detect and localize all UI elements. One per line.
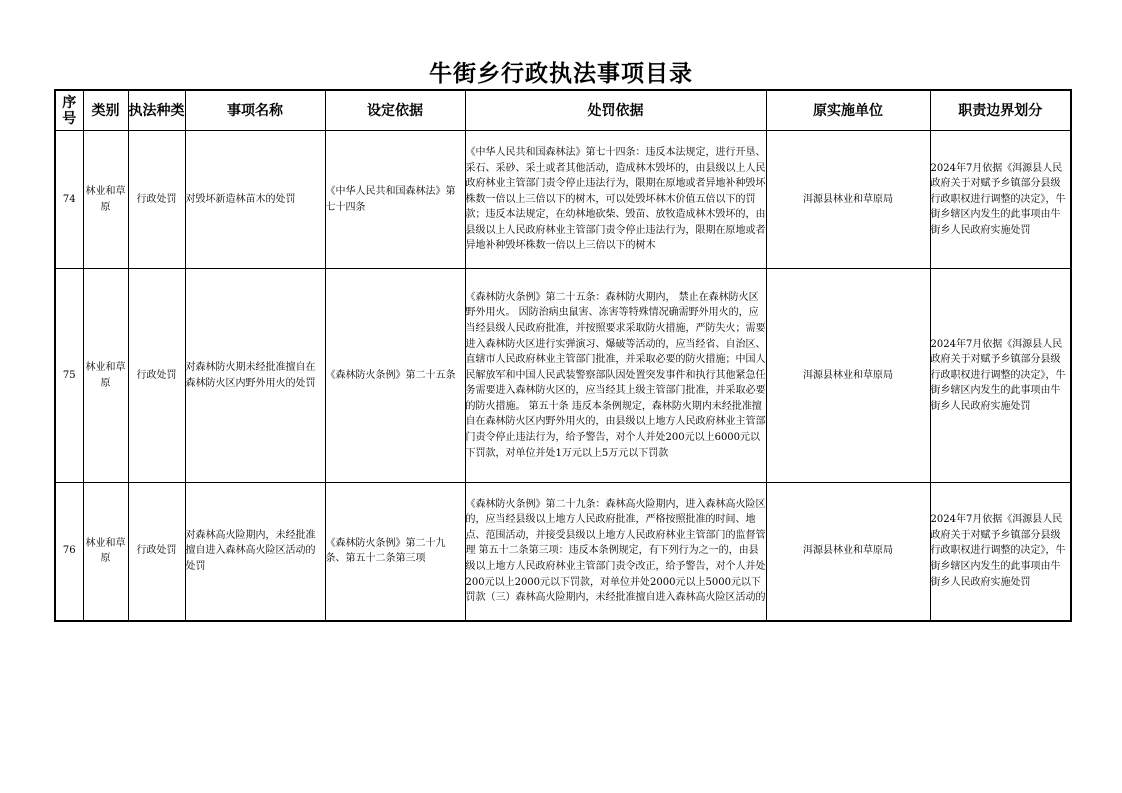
cell-basis: 《森林防火条例》第二十五条 [325,269,465,483]
column-header-basis: 设定依据 [325,90,465,131]
cell-basis: 《森林防火条例》第二十九条、第五十二条第三项 [325,483,465,621]
cell-type: 行政处罚 [128,131,185,269]
cell-penalty: 《森林防火条例》第二十五条：森林防火期内， 禁止在森林防火区野外用火。 因防治病虫鼠害、冻害等特殊情况确需野外用火的，应当经县级人民政府批准，并按照要求采取防火措施，严防失火；需要进入森林防火区进行实弹演习、爆破等活动的，应当经省、自治区、直辖市人民政府林业主管部门批准，并采取必要的防火措施；中国人民解放军和中国人民武装警察部队因处置突发事件和执行其他紧急任务需要进入森林防火区的，应当经其上级主管部门批准，并采取必要的防火措施。 第五十条 违反本条例规定，森林防火期内未经批准擅自在森林防火区内野外用火的，由县级以上地方人民政府林业主管部门责令停止违法行为，给予警告，对个人并处200元以上6000元以下罚款，对单位并处1万元以上5万元以下罚款 [465,269,766,483]
cell-unit: 洱源县林业和草原局 [766,131,930,269]
cell-category: 林业和草原 [83,483,128,621]
cell-name: 对森林防火期未经批准擅自在森林防火区内野外用火的处罚 [185,269,325,483]
cell-type: 行政处罚 [128,269,185,483]
table-row [55,269,1071,483]
column-header-name: 事项名称 [185,90,325,131]
cell-unit: 洱源县林业和草原局 [766,483,930,621]
cell-category: 林业和草原 [83,131,128,269]
column-header-type: 执法种类 [128,90,185,131]
cell-type: 行政处罚 [128,483,185,621]
cell-name: 对毁坏新造林苗木的处罚 [185,131,325,269]
cell-basis: 《中华人民共和国森林法》第七十四条 [325,131,465,269]
cell-boundary: 2024年7月依据《洱源县人民政府关于对赋予乡镇部分县级行政职权进行调整的决定》，牛街乡辖区内发生的此事项由牛街乡人民政府实施处罚 [930,269,1071,483]
table-header-row [55,90,1071,131]
enforcement-catalog-table [54,89,1072,622]
column-header-penalty: 处罚依据 [465,90,766,131]
cell-boundary: 2024年7月依据《洱源县人民政府关于对赋予乡镇部分县级行政职权进行调整的决定》，牛街乡辖区内发生的此事项由牛街乡人民政府实施处罚 [930,131,1071,269]
cell-name: 对森林高火险期内，未经批准擅自进入森林高火险区活动的处罚 [185,483,325,621]
cell-seq: 75 [55,269,83,483]
cell-penalty: 《中华人民共和国森林法》第七十四条：违反本法规定，进行开垦、采石、采砂、采土或者其他活动，造成林木毁坏的，由县级以上人民政府林业主管部门责令停止违法行为，限期在原地或者异地补种毁坏株数一倍以上三倍以下的树木，可以处毁坏林木价值五倍以下的罚款；违反本法规定，在幼林地砍柴、毁苗、放牧造成林木毁坏的，由县级以上人民政府林业主管部门责令停止违法行为，限期在原地或者异地补种毁坏株数一倍以上三倍以下的树木 [465,131,766,269]
cell-category: 林业和草原 [83,269,128,483]
table-row [55,483,1071,621]
column-header-category: 类别 [83,90,128,131]
cell-seq: 76 [55,483,83,621]
cell-boundary: 2024年7月依据《洱源县人民政府关于对赋予乡镇部分县级行政职权进行调整的决定》，牛街乡辖区内发生的此事项由牛街乡人民政府实施处罚 [930,483,1071,621]
cell-seq: 74 [55,131,83,269]
column-header-boundary: 职责边界划分 [930,90,1071,131]
page-title: 牛街乡行政执法事项目录 [429,61,693,87]
cell-unit: 洱源县林业和草原局 [766,269,930,483]
column-header-seq: 序号 [55,90,83,131]
column-header-unit: 原实施单位 [766,90,930,131]
cell-penalty: 《森林防火条例》第二十九条：森林高火险期内，进入森林高火险区的，应当经县级以上地方人民政府批准，严格按照批准的时间、地点、范围活动，并接受县级以上地方人民政府林业主管部门的监督管理 第五十二条第三项：违反本条例规定，有下列行为之一的，由县级以上地方人民政府林业主管部门责令改正，给予警告，对个人并处200元以上2000元以下罚款，对单位并处2000元以上5000元以下罚款（三）森林高火险期内，未经批准擅自进入森林高火险区活动的 [465,483,766,621]
table-row [55,131,1071,269]
